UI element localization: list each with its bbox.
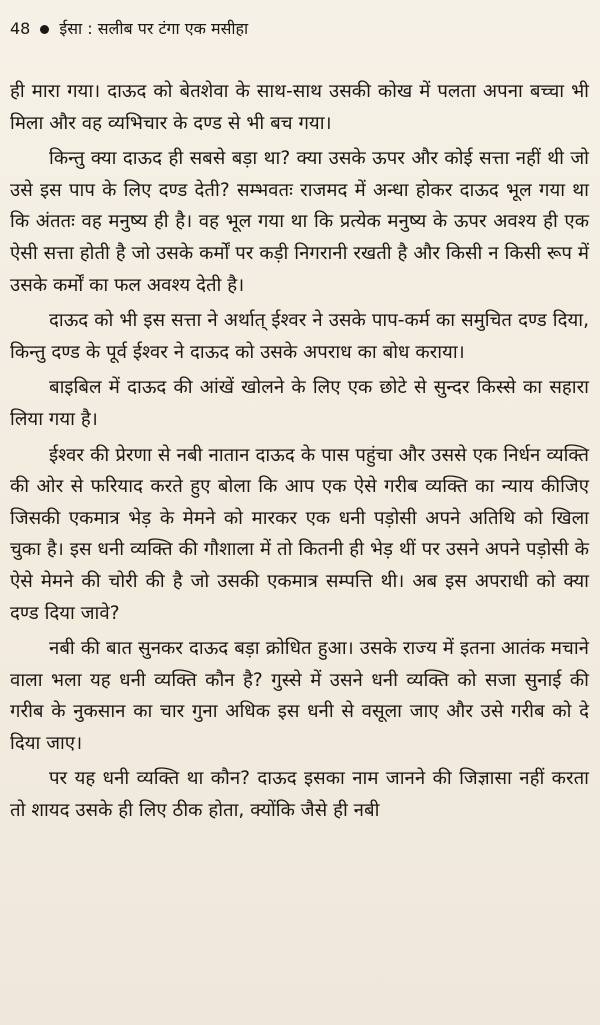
page-body xyxy=(10,76,589,831)
paragraph-4: बाइबिल में दाऊद की आंखें खोलने के लिए एक छोटे से सुन्दर किस्से का सहारा लिया गया है। xyxy=(10,377,590,430)
bullet-icon xyxy=(40,25,49,34)
paragraph-2: किन्तु क्या दाऊद ही सबसे बड़ा था? क्या उसके ऊपर और कोई सत्ता नहीं थी जो उसे इस पाप के लिए दण्ड देती? सम्भवतः राजमद में अन्धा होकर दाऊद भूल गया था कि अंततः वह मनुष्य ही है। वह भूल गया था कि प्रत्येक मनुष्य के ऊपर अवश्य ही एक ऐसी सत्ता होती है जो उसके कर्मों पर कड़ी निगरानी रखती है और किसी न किसी रूप में उसके कर्मों का फल अवश्य देती है। xyxy=(10,148,589,296)
page-header xyxy=(10,14,248,44)
page-number: 48 xyxy=(10,19,31,38)
paragraph-5: ईश्वर की प्रेरणा से नबी नातान दाऊद के पास पहुंचा और उससे एक निर्धन व्यक्ति की ओर से फरियाद करते हुए बोला कि आप एक ऐसे गरीब व्यक्ति का न्याय कीजिए जिसकी एकमात्र भेड़ के मेमने को मारकर एक धनी पड़ोसी अपने अतिथि को खिला चुका है। इस धनी व्यक्ति की गौशाला में तो कितनी ही भेड़ थीं पर उसने अपने पड़ोसी के ऐसे मेमने की चोरी की है जो उसकी एकमात्र सम्पत्ति थी। अब इस अपराधी को क्या दण्ड दिया जावे? xyxy=(10,444,589,624)
paragraph-7: पर यह धनी व्यक्ति था कौन? दाऊद इसका नाम जानने की जिज्ञासा नहीं करता तो शायद उसके ही लिए ठीक होता, क्योंकि जैसे ही नबी xyxy=(10,768,589,822)
paragraph-1: ही मारा गया। दाऊद को बेतशेवा के साथ-साथ उसकी कोख में पलता अपना बच्चा भी मिला और वह व्यभिचार के दण्ड से भी बच गया। xyxy=(10,81,589,134)
paragraph-6: नबी की बात सुनकर दाऊद बड़ा क्रोधित हुआ। उसके राज्य में इतना आतंक मचाने वाला भला यह धनी व्यक्ति कौन है? गुस्से में उसने धनी व्यक्ति को सजा सुनाई की गरीब के नुकसान का चार गुना अधिक इस धनी से वसूला जाए और उसे गरीब को दे दिया जाए। xyxy=(10,638,589,754)
running-title: ईसा : सलीब पर टंगा एक मसीहा xyxy=(59,19,249,38)
paragraph-3: दाऊद को भी इस सत्ता ने अर्थात् ईश्वर ने उसके पाप-कर्म का समुचित दण्ड दिया, किन्तु दण्ड के पूर्व ईश्वर ने दाऊद को उसके अपराध का बोध कराया। xyxy=(10,310,589,363)
